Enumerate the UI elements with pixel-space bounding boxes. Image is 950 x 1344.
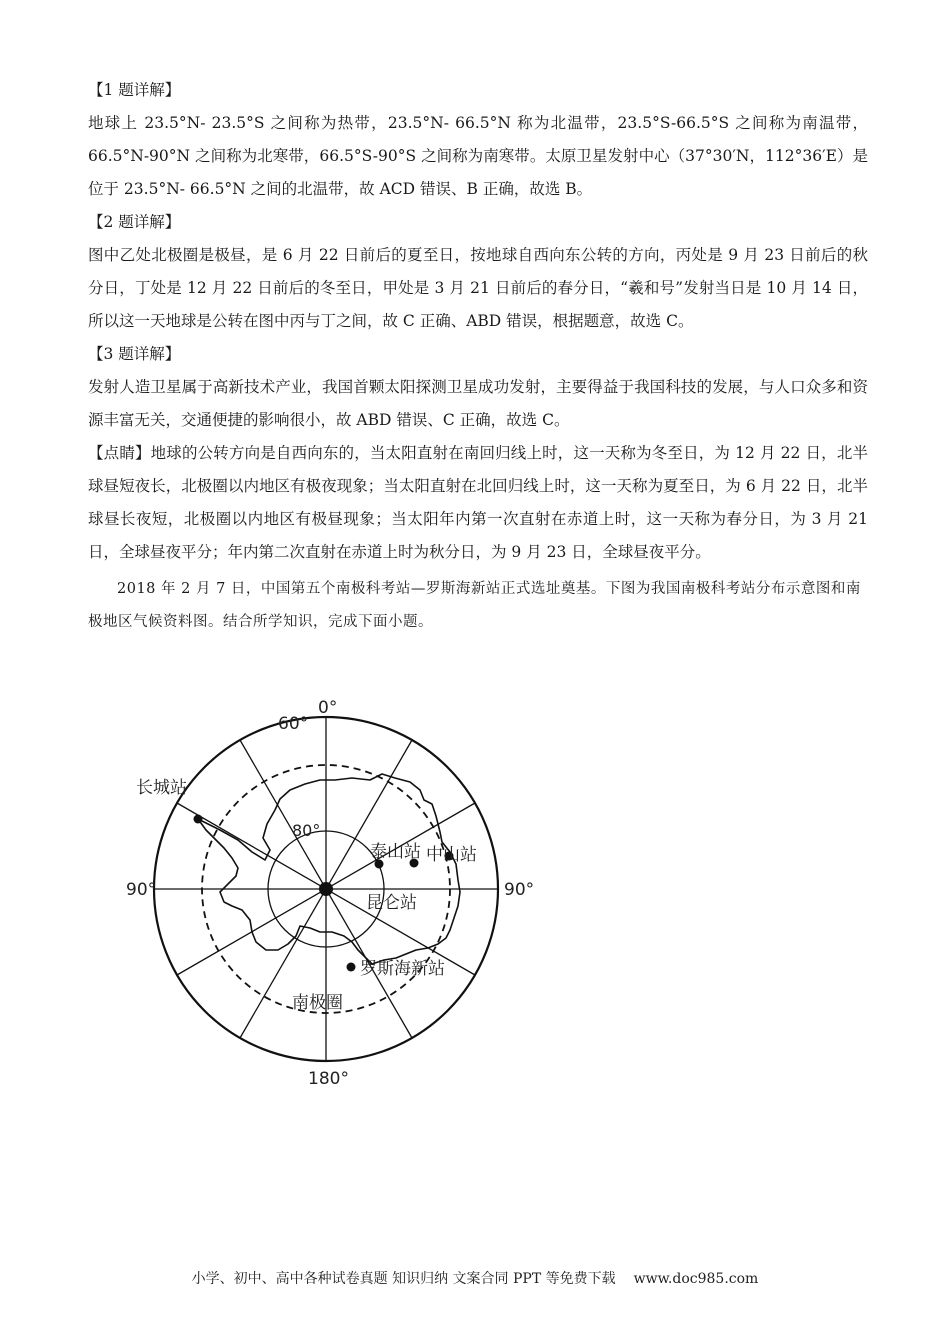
label-lon-90-left: 90°	[126, 880, 157, 900]
great-wall-station-marker	[194, 815, 203, 824]
label-lat-80: 80°	[292, 821, 321, 840]
q2-heading: 【2 题详解】	[88, 213, 181, 231]
q3-explanation: 发射人造卫星属于高新技术产业，我国首颗太阳探测卫星成功发射，主要得益于我国科技的发展，与人口众多和资源丰富无关，交通便捷的影响很小，故 ABD 错误、C 正确，故选 C。	[88, 378, 868, 429]
tip-paragraph	[88, 437, 868, 569]
label-ross-sea-station: 罗斯海新站	[360, 959, 445, 979]
label-kunlun-station: 昆仑站	[366, 893, 417, 913]
page-footer	[0, 1268, 950, 1288]
label-lon-180: 180°	[308, 1069, 349, 1088]
q1-explanation: 地球上 23.5°N- 23.5°S 之间称为热带，23.5°N- 66.5°N 称为北温带，23.5°S-66.5°S 之间称为南温带，66.5°N-90°N 之间称为北寒带，66.5°S-90°S 之间称为南寒带。太原卫星发射中心（37°30′N，112°36′E）是位于 23.5°N- 66.5°N 之间的北温带，故 ACD 错误、B 正确，故选 B。	[88, 114, 868, 198]
ross-sea-station-marker	[347, 963, 356, 972]
footer-text: 小学、初中、高中各种试卷真题 知识归纳 文案合同 PPT 等免费下载	[191, 1271, 616, 1287]
label-great-wall-station: 长城站	[136, 778, 187, 798]
label-lon-0: 0°	[318, 698, 338, 718]
label-taishan-station: 泰山站	[370, 842, 421, 862]
tip-label: 【点睛】	[88, 444, 151, 462]
polar-map-svg	[120, 692, 540, 1088]
q3-heading: 【3 题详解】	[88, 345, 181, 363]
south-pole-marker	[319, 882, 333, 896]
label-zhongshan-station: 中山站	[426, 845, 477, 865]
q2-explanation: 图中乙处北极圈是极昼，是 6 月 22 日前后的夏至日，按地球自西向东公转的方向，丙处是 9 月 23 日前后的秋分日，丁处是 12 月 22 日前后的冬至日，甲处是 3 月 21 日前后的春分日，“羲和号”发射当日是 10 月 14 日，所以这一天地球是公转在图中丙与丁之间，故 C 正确、ABD 错误，根据题意，故选 C。	[88, 246, 868, 330]
label-antarctic-circle: 南极圈	[292, 993, 343, 1013]
q1-heading: 【1 题详解】	[88, 81, 181, 99]
antarctic-stations-map	[120, 692, 540, 1088]
label-lat-60: 60°	[278, 714, 309, 734]
label-lon-90-right: 90°	[504, 880, 535, 900]
tip-text: 地球的公转方向是自西向东的，当太阳直射在南回归线上时，这一天称为冬至日，为 12 月 22 日，北半球昼短夜长，北极圈以内地区有极夜现象；当太阳直射在北回归线上时，这一天称为夏至日，为 6 月 22 日，北半球昼长夜短，北极圈以内地区有极昼现象；当太阳年内第一次直射在赤道上时，这一天称为春分日，为 3 月 21 日，全球昼夜平分；年内第二次直射在赤道上时为秋分日，为 9 月 23 日，全球昼夜平分。	[88, 444, 868, 561]
question-intro: 2018 年 2 月 7 日，中国第五个南极科考站—罗斯海新站正式选址奠基。下图为我国南极科考站分布示意图和南极地区气候资料图。结合所学知识，完成下面小题。	[88, 581, 861, 630]
footer-url[interactable]: www.doc985.com	[633, 1271, 759, 1287]
answer-explanations	[88, 74, 868, 639]
